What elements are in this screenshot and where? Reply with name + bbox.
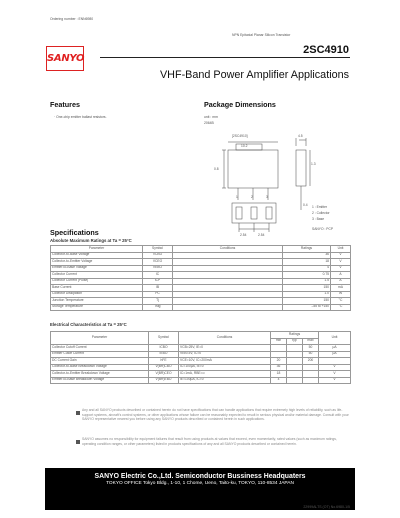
max-cell [303,377,319,384]
unit-cell: mA [331,285,351,292]
max-cell: 50 [303,351,319,358]
footer-band [45,468,355,510]
symbol-cell: Tj [143,298,173,305]
typ-cell [287,377,303,384]
symbol-cell: hFE [149,358,179,365]
cond-cell: IC=1mA, RBE=∞ [179,371,271,378]
min-cell: 18 [271,371,287,378]
param-cell: Collector-to-Base Breakdown Voltage [51,364,149,371]
min-cell: 36 [271,364,287,371]
dim-2: 4.5 [298,134,303,138]
package-bottom-view [232,203,276,223]
ratings-header: Ratings [271,332,319,339]
dim-7: 0.4 [303,203,308,207]
unit-cell: V [331,252,351,259]
header-cell: min [271,338,287,345]
package-unit: unit : mm [204,115,218,119]
document-title: VHF-Band Power Amplifier Applications [159,69,349,81]
param-cell: Collector Cutoff Current [51,345,149,352]
param-cell: Collector-to-Base Voltage [51,252,143,259]
param-cell: Collector-to-Emitter Voltage [51,259,143,266]
param-cell: Base Current [51,285,143,292]
abs-max-table [50,245,351,311]
symbol-cell: ICP [143,278,173,285]
package-side-view [296,150,306,186]
rating-cell: 1.0 [283,291,331,298]
dim-4: 0.8 [214,167,219,171]
package-tab [236,144,262,150]
header-cell: Symbol [149,332,179,345]
footer-company: SANYO Electric Co.,Ltd. Semiconductor Bussiness Headquaters [94,473,306,480]
symbol-cell: VCEO [143,259,173,266]
param-cell: DC Current Gain [51,358,149,365]
param-cell: Emitter Cutoff Current [51,351,149,358]
symbol-cell: PC [143,291,173,298]
rating-cell: 36 [283,252,331,259]
part-number: 2SC4910 [303,44,349,56]
min-cell: 4 [271,377,287,384]
package-top-view-body [228,150,278,188]
cond-cell [173,304,283,311]
specifications-heading: Specifications [50,228,99,237]
dim-6: 2.54 [258,233,265,237]
symbol-cell: IEBO [149,351,179,358]
rating-cell: 4 [283,265,331,272]
legend-4: SANYO : PCP [312,227,334,231]
unit-cell: °C [331,304,351,311]
header-cell: Unit [331,246,351,253]
legend-1: 1 : Emitter [312,205,328,209]
rating-cell: 1.5 [283,278,331,285]
unit-cell: A [331,272,351,279]
unit-cell: μA [319,351,351,358]
max-cell: 50 [303,345,319,352]
rating-cell: 18 [283,259,331,266]
symbol-cell: V(BR)CBO [149,364,179,371]
transistor-type-note: NPN Epitaxial Planar Silicon Transistor [232,33,291,37]
param-cell: Collector Current (Pulse) [51,278,143,285]
unit-cell: W [331,291,351,298]
elec-char-table [50,331,351,384]
rating-cell: 150 [283,285,331,292]
symbol-cell: VEBO [143,265,173,272]
param-cell: Collector Dissipation [51,291,143,298]
features-heading: Features [50,100,80,109]
header-cell: Unit [319,332,351,345]
max-cell: 200 [303,358,319,365]
dim-3: 1.3 [311,162,316,166]
feature-item: · One-chip emitter ballast resistors. [54,115,107,119]
header-cell: max [303,338,319,345]
min-cell: 20 [271,358,287,365]
symbol-cell: Tstg [143,304,173,311]
symbol-cell: ICBO [149,345,179,352]
unit-cell: °C [331,298,351,305]
header-cell: Ratings [283,246,331,253]
cond-cell: IC=100μA, IE=0 [179,364,271,371]
symbol-cell: IC [143,272,173,279]
rating-cell: 150 [283,298,331,305]
symbol-cell: IB [143,285,173,292]
legend-2: 2 : Collector [312,211,330,215]
param-cell: Emitter-to-Base Voltage [51,265,143,272]
table-row [51,304,351,311]
notice-1: Any and all SANYO products described or contained herein do not have specifications that can handle applications that require extremely high levels of reliability, such as life-support systems, aircraft's control systems, or other applications whose failure can be reasonably expected to result in serious physical and/or material damage. Consult with your SANYO representative nearest you before using any SANYO products described or contained herein in such applications. [82,408,349,422]
unit-cell: A [331,278,351,285]
package-code: 2064B [204,121,214,125]
cond-cell: VEB=3V, IC=0 [179,351,271,358]
unit-cell: V [319,364,351,371]
header-cell: Conditions [179,332,271,345]
symbol-cell: VCBO [143,252,173,259]
footer-code: 22999ALTS (OT) No.6980-1/5 [303,505,350,509]
param-cell: Emitter-to-Base Breakdown Voltage [51,377,149,384]
header-cell: typ [287,338,303,345]
unit-cell: V [319,371,351,378]
lead-label-3: 3 [266,195,268,199]
dim-5: 2.54 [240,233,247,237]
header-cell: Parameter [51,332,149,345]
unit-cell: V [331,265,351,272]
unit-cell: V [331,259,351,266]
notice-2: SANYO assumes no responsibility for equipment failures that result from using products at values that exceed, even momentarily, rated values (such as maximum ratings, operating condition ranges, or other parameters) listed in products specifications of any and all SANYO products described or contained herein. [82,437,337,446]
param-cell: Collector-to-Emitter Breakdown Voltage [51,371,149,378]
rating-cell: 0.75 [283,272,331,279]
legend-3: 3 : Base [312,217,325,221]
cond-cell: VCE=10V, IC=200mA [179,358,271,365]
header-cell: Parameter [51,246,143,253]
lead-label-1: 1 [236,195,238,199]
logo-text: SANYO [47,53,85,64]
notice-bullet-2 [76,440,80,444]
package-part-label: [2SC4910] [232,134,248,138]
table-row [51,377,351,384]
rating-cell: –55 to +150 [283,304,331,311]
cond-cell: IE=100μA, IC=0 [179,377,271,384]
param-cell: Collector Current [51,272,143,279]
param-cell: Storage Temperature [51,304,143,311]
param-cell: Junction Temperature [51,298,143,305]
header-cell: Symbol [143,246,173,253]
unit-cell: V [319,377,351,384]
symbol-cell: V(BR)EBO [149,377,179,384]
header-cell: Conditions [173,246,283,253]
elec-char-title: Electrical Characteristics at Ta = 25°C [50,322,127,327]
dim-1: 10.2 [241,144,248,148]
package-heading: Package Dimensions [204,100,276,109]
footer-address: TOKYO OFFICE Tokyo Bldg., 1-10, 1 Chome, Ueno, Taito-ku, TOKYO, 110-8534 JAPAN [106,481,294,486]
cond-cell: VCB=25V, IE=0 [179,345,271,352]
symbol-cell: V(BR)CEO [149,371,179,378]
abs-max-title: Absolute Maximum Ratings at Ta = 25°C [50,238,132,243]
notice-bullet-1 [76,411,80,415]
unit-cell: μA [319,345,351,352]
lead-label-2: 2 [251,195,253,199]
ordering-number: Ordering number : ENN6980 [50,17,94,21]
